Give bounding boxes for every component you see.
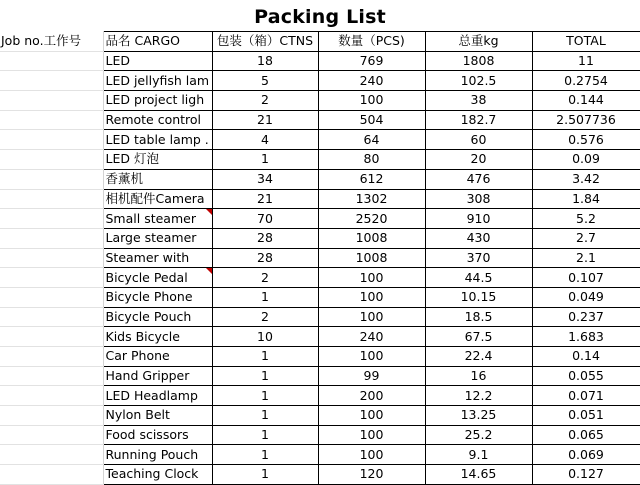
cell-cargo[interactable]: Small steamer <box>103 209 212 229</box>
cell-job-no[interactable] <box>0 327 103 347</box>
comment-indicator-icon[interactable] <box>206 209 212 215</box>
cell-cargo[interactable]: Nylon Belt <box>103 406 212 426</box>
cell-pcs[interactable]: 240 <box>318 327 425 347</box>
header-pcs[interactable]: 数量（PCS) <box>318 32 425 52</box>
cell-weight[interactable]: 25.2 <box>425 425 532 445</box>
cell-pcs[interactable]: 100 <box>318 307 425 327</box>
cell-weight[interactable]: 102.5 <box>425 71 532 91</box>
cell-weight[interactable]: 44.5 <box>425 268 532 288</box>
cell-job-no[interactable] <box>0 150 103 170</box>
cell-pcs[interactable]: 100 <box>318 425 425 445</box>
cell-job-no[interactable] <box>0 209 103 229</box>
cell-weight[interactable]: 22.4 <box>425 347 532 367</box>
table-row <box>0 327 640 347</box>
cell-pcs[interactable]: 504 <box>318 110 425 130</box>
cell-job-no[interactable] <box>0 347 103 367</box>
cell-ctns[interactable]: 2 <box>212 307 318 327</box>
cell-ctns[interactable]: 1 <box>212 347 318 367</box>
cell-pcs[interactable]: 100 <box>318 347 425 367</box>
cell-job-no[interactable] <box>0 51 103 71</box>
cell-total[interactable]: 0.069 <box>532 445 640 465</box>
header-ctns[interactable]: 包装（箱）CTNS <box>212 32 318 52</box>
cell-weight[interactable]: 12.2 <box>425 386 532 406</box>
header-job-no[interactable]: Job no.工作号 <box>0 32 103 52</box>
cell-total[interactable]: 0.09 <box>532 150 640 170</box>
header-cargo[interactable]: 品名 CARGO <box>103 32 212 52</box>
cell-weight[interactable]: 20 <box>425 150 532 170</box>
cell-pcs[interactable]: 200 <box>318 386 425 406</box>
table-row <box>0 465 640 485</box>
cell-weight[interactable]: 476 <box>425 169 532 189</box>
cell-job-no[interactable] <box>0 71 103 91</box>
cell-ctns[interactable]: 1 <box>212 425 318 445</box>
cell-weight[interactable]: 308 <box>425 189 532 209</box>
cell-job-no[interactable] <box>0 169 103 189</box>
cell-ctns[interactable]: 10 <box>212 327 318 347</box>
cell-cargo[interactable]: LED project ligh <box>103 91 212 111</box>
cell-cargo[interactable]: Bicycle Phone <box>103 287 212 307</box>
cell-weight[interactable]: 13.25 <box>425 406 532 426</box>
cell-cargo[interactable]: Kids Bicycle <box>103 327 212 347</box>
cell-pcs[interactable]: 120 <box>318 465 425 485</box>
cell-cargo[interactable]: Food scissors <box>103 425 212 445</box>
cell-cargo[interactable]: Car Phone <box>103 347 212 367</box>
cell-weight[interactable]: 60 <box>425 130 532 150</box>
cell-total[interactable]: 3.42 <box>532 169 640 189</box>
cell-ctns[interactable]: 18 <box>212 51 318 71</box>
page-title: Packing List <box>254 6 386 28</box>
table-row <box>0 209 640 229</box>
cell-weight[interactable]: 16 <box>425 366 532 386</box>
cell-cargo[interactable]: Steamer with <box>103 248 212 268</box>
cell-pcs[interactable]: 99 <box>318 366 425 386</box>
cell-total[interactable]: 2.1 <box>532 248 640 268</box>
cell-weight[interactable]: 18.5 <box>425 307 532 327</box>
cell-cargo[interactable]: Hand Gripper <box>103 366 212 386</box>
cell-ctns[interactable]: 70 <box>212 209 318 229</box>
cell-total[interactable]: 0.051 <box>532 406 640 426</box>
cell-weight[interactable]: 67.5 <box>425 327 532 347</box>
cell-ctns[interactable]: 1 <box>212 386 318 406</box>
cell-pcs[interactable]: 1008 <box>318 228 425 248</box>
cell-total[interactable]: 1.683 <box>532 327 640 347</box>
table-row <box>0 189 640 209</box>
cell-cargo[interactable]: LED jellyfish lam <box>103 71 212 91</box>
cell-ctns[interactable]: 28 <box>212 228 318 248</box>
cell-job-no[interactable] <box>0 287 103 307</box>
cell-cargo[interactable]: LED <box>103 51 212 71</box>
cell-cargo[interactable]: LED Headlamp <box>103 386 212 406</box>
table-row <box>0 150 640 170</box>
cell-job-no[interactable] <box>0 307 103 327</box>
cell-ctns[interactable]: 34 <box>212 169 318 189</box>
cell-total[interactable]: 2.7 <box>532 228 640 248</box>
cell-total[interactable]: 2.507736 <box>532 110 640 130</box>
cell-job-no[interactable] <box>0 465 103 485</box>
cell-pcs[interactable]: 100 <box>318 287 425 307</box>
table-row <box>0 347 640 367</box>
table-row <box>0 307 640 327</box>
table-row <box>0 425 640 445</box>
cell-cargo[interactable]: LED table lamp . <box>103 130 212 150</box>
cell-ctns[interactable]: 1 <box>212 465 318 485</box>
cell-cargo[interactable]: LED 灯泡 <box>103 150 212 170</box>
cell-job-no[interactable] <box>0 268 103 288</box>
cell-job-no[interactable] <box>0 110 103 130</box>
packing-list-table <box>0 31 640 485</box>
cell-total[interactable]: 5.2 <box>532 209 640 229</box>
header-row <box>0 32 640 52</box>
cell-ctns[interactable]: 1 <box>212 406 318 426</box>
cell-weight[interactable]: 910 <box>425 209 532 229</box>
cell-job-no[interactable] <box>0 91 103 111</box>
cell-total[interactable]: 0.127 <box>532 465 640 485</box>
table-row <box>0 386 640 406</box>
cell-total[interactable]: 0.144 <box>532 91 640 111</box>
cell-ctns[interactable]: 21 <box>212 189 318 209</box>
cell-total[interactable]: 1.84 <box>532 189 640 209</box>
cell-job-no[interactable] <box>0 248 103 268</box>
cell-job-no[interactable] <box>0 425 103 445</box>
cell-ctns[interactable]: 5 <box>212 71 318 91</box>
cell-weight[interactable]: 10.15 <box>425 287 532 307</box>
cell-ctns[interactable]: 1 <box>212 366 318 386</box>
table-row <box>0 51 640 71</box>
cell-pcs[interactable]: 100 <box>318 445 425 465</box>
cell-weight[interactable]: 38 <box>425 91 532 111</box>
cell-total[interactable]: 0.071 <box>532 386 640 406</box>
cell-cargo[interactable]: Remote control <box>103 110 212 130</box>
cell-total[interactable]: 0.065 <box>532 425 640 445</box>
cell-ctns[interactable]: 1 <box>212 150 318 170</box>
comment-indicator-icon[interactable] <box>206 268 212 274</box>
cell-pcs[interactable]: 2520 <box>318 209 425 229</box>
cell-total[interactable]: 0.237 <box>532 307 640 327</box>
table-row <box>0 110 640 130</box>
cell-pcs[interactable]: 769 <box>318 51 425 71</box>
cell-job-no[interactable] <box>0 366 103 386</box>
table-row <box>0 445 640 465</box>
cell-job-no[interactable] <box>0 228 103 248</box>
cell-cargo[interactable]: Bicycle Pouch <box>103 307 212 327</box>
header-total[interactable]: TOTAL <box>532 32 640 52</box>
table-row <box>0 287 640 307</box>
cell-total[interactable]: 11 <box>532 51 640 71</box>
cell-total[interactable]: 0.576 <box>532 130 640 150</box>
cell-cargo[interactable]: Running Pouch <box>103 445 212 465</box>
cell-cargo[interactable]: 香薰机 <box>103 169 212 189</box>
cell-total[interactable]: 0.107 <box>532 268 640 288</box>
cell-pcs[interactable]: 64 <box>318 130 425 150</box>
table-row <box>0 268 640 288</box>
cell-pcs[interactable]: 80 <box>318 150 425 170</box>
cell-pcs[interactable]: 612 <box>318 169 425 189</box>
cell-total[interactable]: 0.2754 <box>532 71 640 91</box>
cell-total[interactable]: 0.055 <box>532 366 640 386</box>
cell-cargo[interactable]: 相机配件Camera <box>103 189 212 209</box>
table-row <box>0 366 640 386</box>
table-row <box>0 228 640 248</box>
cell-cargo[interactable]: Large steamer <box>103 228 212 248</box>
cell-ctns[interactable]: 4 <box>212 130 318 150</box>
cell-weight[interactable]: 14.65 <box>425 465 532 485</box>
cell-job-no[interactable] <box>0 445 103 465</box>
cell-pcs[interactable]: 100 <box>318 406 425 426</box>
cell-pcs[interactable]: 1008 <box>318 248 425 268</box>
table-row <box>0 406 640 426</box>
cell-weight[interactable]: 430 <box>425 228 532 248</box>
cell-weight[interactable]: 182.7 <box>425 110 532 130</box>
table-row <box>0 91 640 111</box>
cell-pcs[interactable]: 100 <box>318 91 425 111</box>
cell-job-no[interactable] <box>0 130 103 150</box>
cell-cargo[interactable]: Teaching Clock <box>103 465 212 485</box>
cell-job-no[interactable] <box>0 406 103 426</box>
cell-pcs[interactable]: 240 <box>318 71 425 91</box>
cell-pcs[interactable]: 1302 <box>318 189 425 209</box>
cell-weight[interactable]: 370 <box>425 248 532 268</box>
cell-ctns[interactable]: 21 <box>212 110 318 130</box>
cell-total[interactable]: 0.049 <box>532 287 640 307</box>
cell-ctns[interactable]: 28 <box>212 248 318 268</box>
cell-weight[interactable]: 1808 <box>425 51 532 71</box>
cell-weight[interactable]: 9.1 <box>425 445 532 465</box>
cell-ctns[interactable]: 1 <box>212 445 318 465</box>
table-row <box>0 169 640 189</box>
table-row <box>0 248 640 268</box>
cell-cargo[interactable]: Bicycle Pedal <box>103 268 212 288</box>
cell-job-no[interactable] <box>0 386 103 406</box>
cell-ctns[interactable]: 2 <box>212 268 318 288</box>
table-row <box>0 130 640 150</box>
cell-total[interactable]: 0.14 <box>532 347 640 367</box>
cell-job-no[interactable] <box>0 189 103 209</box>
cell-pcs[interactable]: 100 <box>318 268 425 288</box>
table-row <box>0 71 640 91</box>
cell-ctns[interactable]: 2 <box>212 91 318 111</box>
header-weight[interactable]: 总重kg <box>425 32 532 52</box>
cell-ctns[interactable]: 1 <box>212 287 318 307</box>
